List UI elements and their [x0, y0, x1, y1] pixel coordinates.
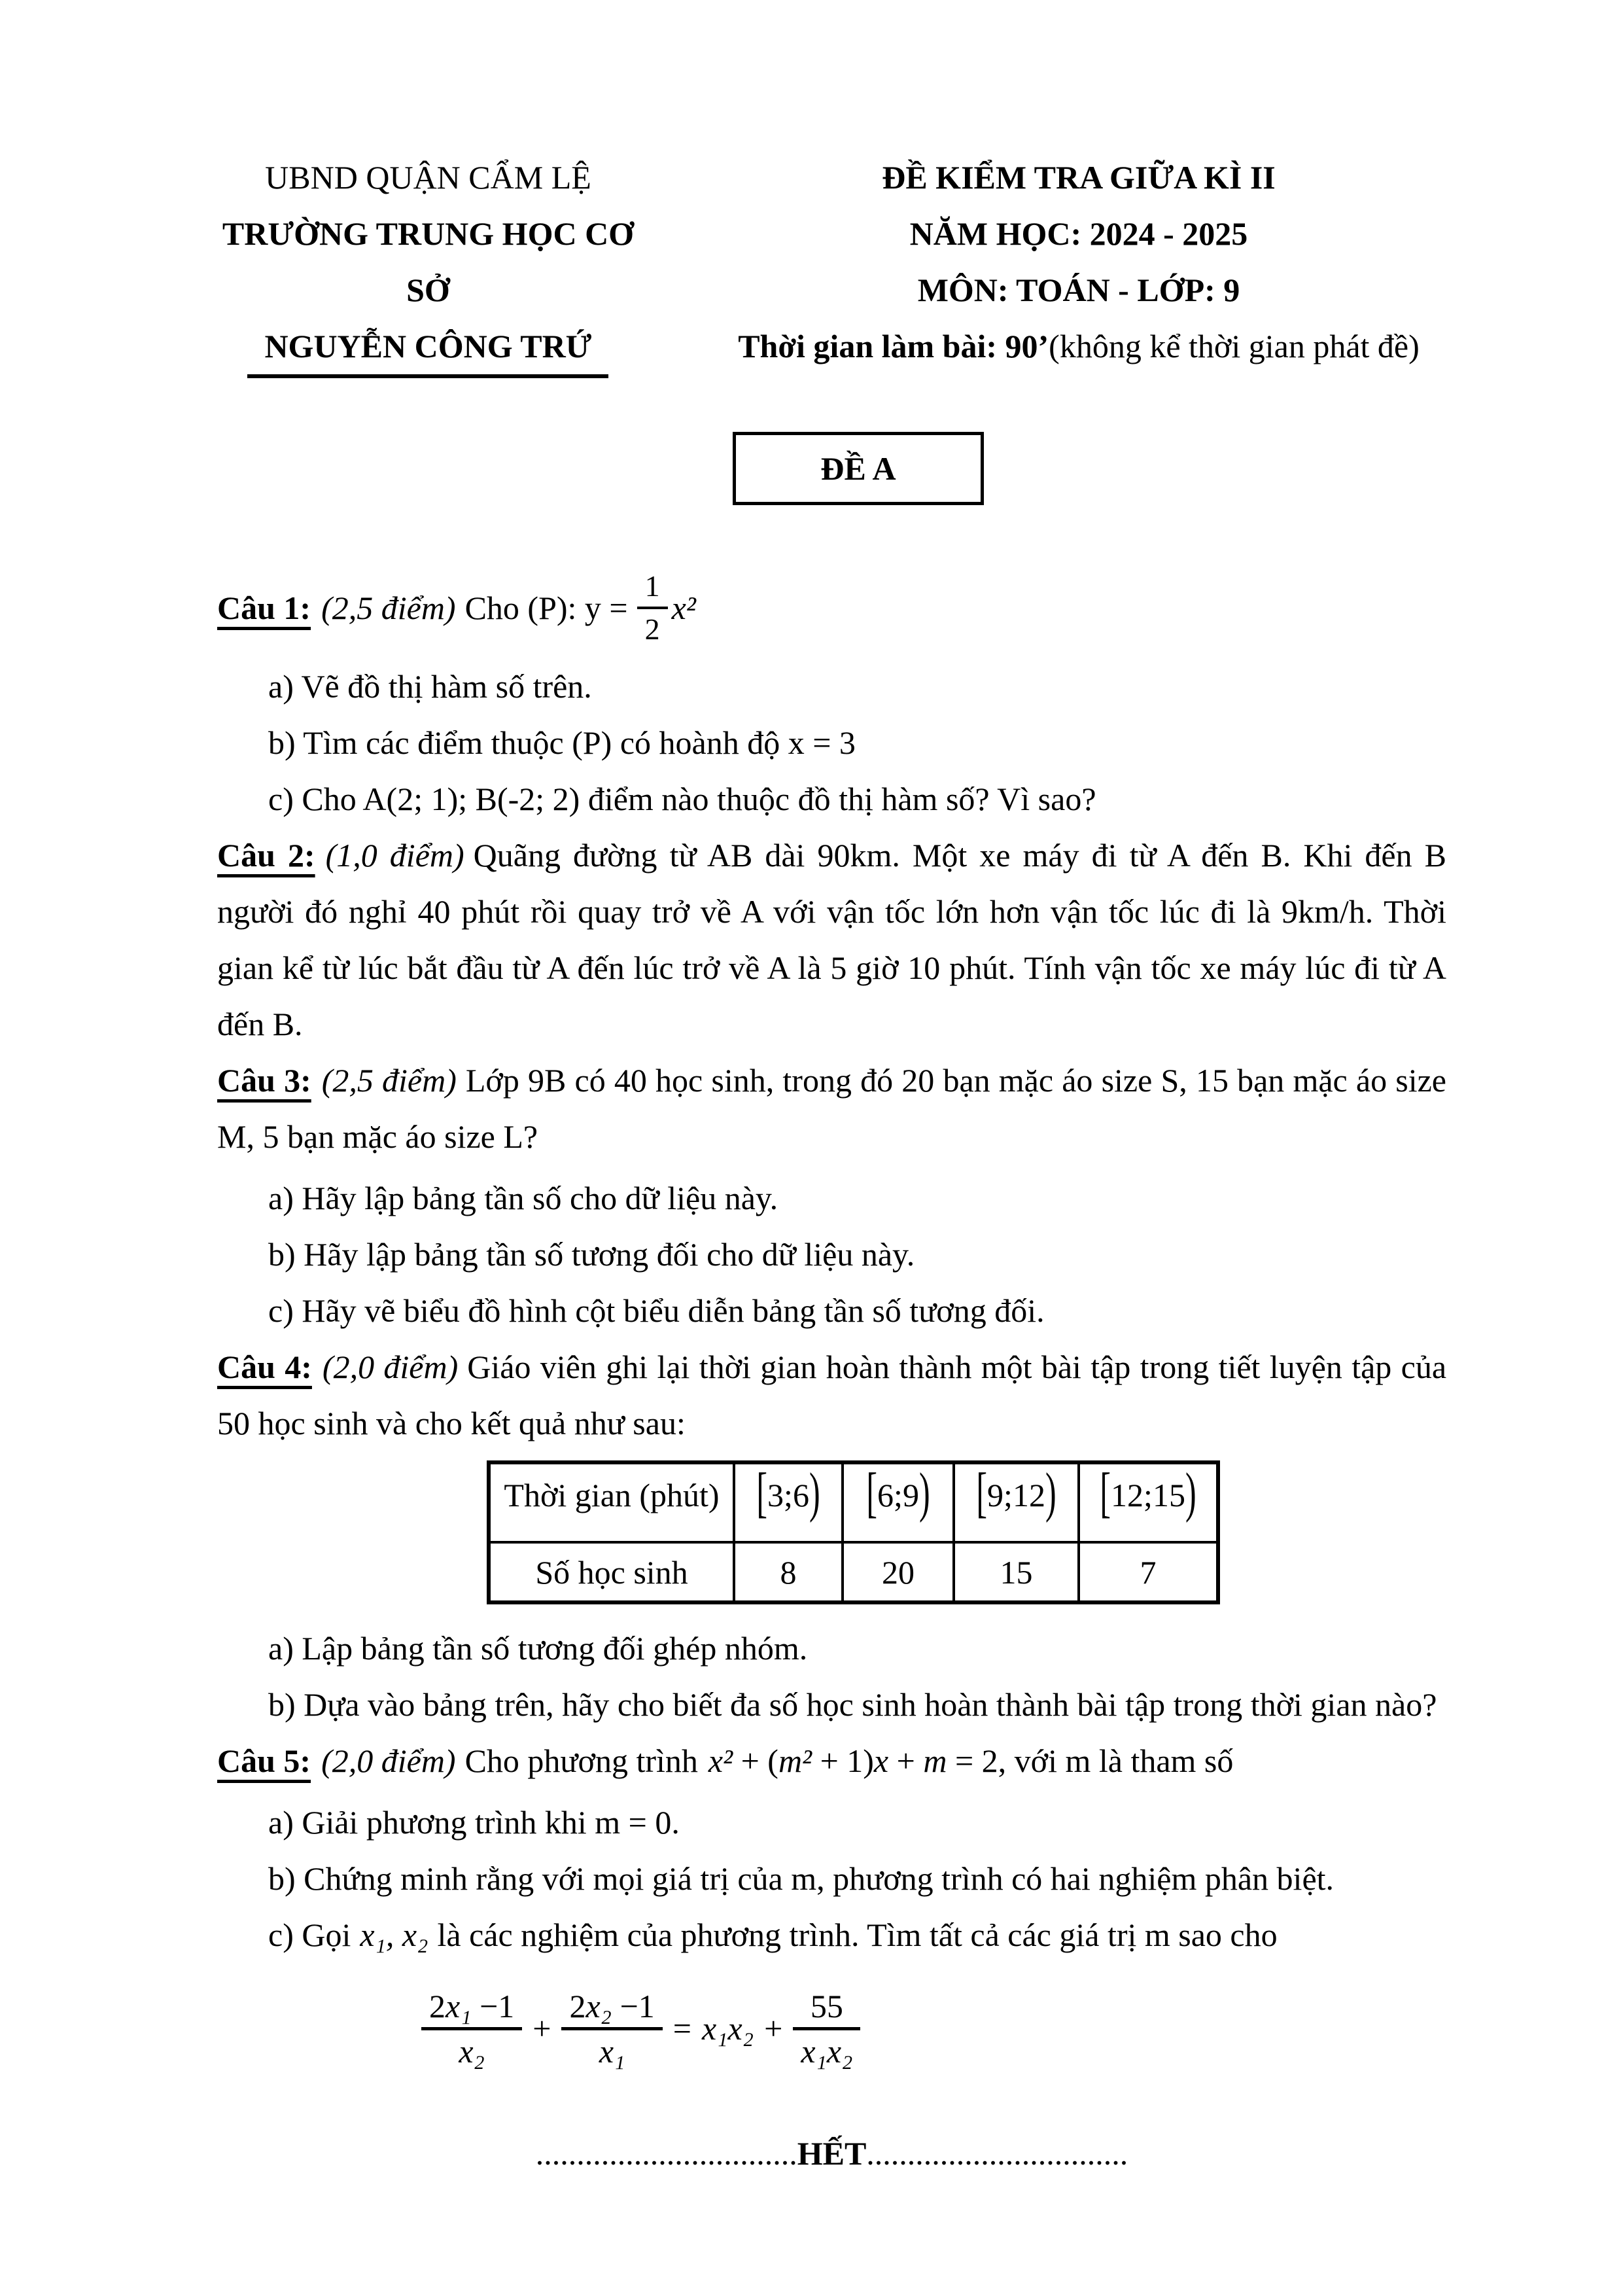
time-limit-note: (không kể thời gian phát đề) [1049, 328, 1420, 364]
bracket-close: ) [918, 1460, 930, 1523]
question-1-intro: Cho (P): y = [464, 590, 628, 626]
exam-title: ĐỀ KIỂM TRA GIỮA KÌ II [882, 159, 1276, 196]
org-name: UBND QUẬN CẨM LỆ [265, 159, 591, 196]
bracket-close: ) [1185, 1460, 1196, 1523]
question-3-item-c: c) Hãy vẽ biểu đồ hình cột biểu diễn bảng tần số tương đối. [268, 1292, 1045, 1329]
fraction-term-1 [421, 1985, 522, 2072]
question-3-points: (2,5 điểm) [321, 1062, 457, 1099]
question-1-stem [217, 564, 1446, 652]
product-term: x₁x₂ [701, 2010, 754, 2047]
coef: 2 [569, 1987, 586, 2024]
question-3-item-b: b) Hãy lập bảng tần số tương đối cho dữ liệu này. [268, 1236, 915, 1273]
fraction-term-3 [793, 1985, 860, 2072]
table-value-row [489, 1542, 1218, 1602]
constant: −1 [612, 1987, 655, 2024]
question-5-intro-tail: , với m là tham số [998, 1742, 1234, 1779]
variable: x₂ [585, 1987, 612, 2024]
equation-term: m [923, 1742, 947, 1779]
plus-operator: + [764, 2010, 783, 2047]
table-count-2: 20 [843, 1542, 954, 1602]
question-4-stem [217, 1339, 1446, 1451]
item-c-pre: c) Gọi [268, 1916, 351, 1953]
table-interval-1 [734, 1462, 843, 1542]
coef: 2 [429, 1987, 445, 2024]
question-2-label: Câu 2: [217, 837, 315, 874]
question-4-item-b: b) Dựa vào bảng trên, hãy cho biết đa số học sinh hoàn thành bài tập trong thời gian nào? [268, 1686, 1437, 1723]
school-name: NGUYỄN CÔNG TRỨ [247, 318, 608, 378]
school-type: TRƯỜNG TRUNG HỌC CƠ SỞ [222, 215, 635, 308]
question-4-text: Giáo viên ghi lại thời gian hoàn thành một bài tập trong tiết luyện tập của 50 học sinh và cho kết quả như sau: [217, 1349, 1447, 1441]
table-count-4: 7 [1079, 1542, 1218, 1602]
question-3-stem [217, 1052, 1446, 1165]
question-1 [217, 564, 1446, 827]
question-1-item-a: a) Vẽ đồ thị hàm số trên. [268, 668, 592, 705]
plus-operator: + [532, 2010, 551, 2047]
school-year: NĂM HỌC: 2024 - 2025 [909, 215, 1248, 252]
table-interval-3 [954, 1462, 1079, 1542]
question-1-x-squared: x² [671, 590, 696, 626]
bracket-close: ) [1045, 1460, 1056, 1523]
exam-code-box [733, 432, 984, 505]
bracket-open: [ [756, 1460, 768, 1523]
item-c-roots: x₁, x₂ [360, 1916, 428, 1953]
interval-body: 3;6 [767, 1476, 809, 1513]
table-header-row [489, 1462, 1218, 1542]
fraction-denominator: x₁ [599, 2032, 625, 2070]
equation-term: + 1) [812, 1742, 874, 1779]
dots-left: ................................ [535, 2135, 797, 2172]
frequency-table [487, 1460, 1220, 1604]
question-5-item-c [268, 1907, 1446, 1963]
question-4-item-a: a) Lập bảng tần số tương đối ghép nhóm. [268, 1630, 808, 1667]
equation-term: + [888, 1742, 924, 1779]
question-5-formula [421, 1983, 1446, 2074]
table-interval-4 [1079, 1462, 1218, 1542]
interval-body: 9;12 [987, 1476, 1045, 1513]
bracket-open: [ [976, 1460, 988, 1523]
question-2-text: Quãng đường từ AB dài 90km. Một xe máy đi từ A đến B. Khi đến B người đó nghỉ 40 phút rồi quay trở về A với vận tốc lớn hơn vận tốc lúc đi là 9km/h. Thời gian kể từ lúc bắt đầu từ A đến lúc trở về A là 5 giờ 10 phút. Tính vận tốc xe máy lúc đi từ A đến B. [217, 837, 1446, 1042]
constant: −1 [471, 1987, 515, 2024]
question-1-points: (2,5 điểm) [321, 590, 456, 626]
fraction-numerator [421, 1985, 522, 2030]
end-label: HẾT [797, 2135, 867, 2172]
question-5-label: Câu 5: [217, 1742, 311, 1779]
question-5-points: (2,0 điểm) [321, 1742, 456, 1779]
question-5-intro: Cho phương trình [464, 1742, 698, 1779]
fraction-denominator: 2 [644, 612, 660, 646]
table-count-3: 15 [954, 1542, 1079, 1602]
fraction-numerator: 1 [637, 566, 668, 609]
equation-term: m² [778, 1742, 812, 1779]
time-limit [711, 318, 1446, 374]
fraction-denominator: x₁x₂ [801, 2032, 853, 2070]
question-1-item-b: b) Tìm các điểm thuộc (P) có hoành độ x = 3 [268, 724, 856, 761]
interval-body: 12;15 [1111, 1476, 1185, 1513]
equation-term: + ( [733, 1742, 778, 1779]
bracket-close: ) [809, 1460, 820, 1523]
question-5-stem [217, 1733, 1446, 1789]
question-4-label: Câu 4: [217, 1349, 312, 1385]
question-3-item-a: a) Hãy lập bảng tần số cho dữ liệu này. [268, 1180, 778, 1216]
question-3 [217, 1052, 1446, 1339]
header-left [217, 149, 639, 378]
table-interval-2 [843, 1462, 954, 1542]
fraction-one-half [637, 566, 668, 650]
table-col1-header: Thời gian (phút) [489, 1462, 734, 1542]
fraction-denominator: x₂ [459, 2032, 485, 2070]
equation-term: = 2 [947, 1742, 998, 1779]
time-limit-bold: Thời gian làm bài: 90’ [738, 328, 1049, 364]
question-5-item-b: b) Chứng minh rằng với mọi giá trị của m, phương trình có hai nghiệm phân biệt. [268, 1860, 1335, 1897]
exam-code: ĐỀ A [820, 450, 896, 487]
question-5 [217, 1733, 1446, 2074]
fraction-numerator [561, 1985, 662, 2030]
interval-body: 6;9 [877, 1476, 919, 1513]
question-4-points: (2,0 điểm) [322, 1349, 459, 1385]
equation-term: x [873, 1742, 889, 1779]
fraction-numerator: 55 [793, 1985, 860, 2030]
question-2 [217, 827, 1446, 1052]
dots-right: ................................ [866, 2135, 1128, 2172]
header-right [711, 149, 1446, 378]
question-3-text: Lớp 9B có 40 học sinh, trong đó 20 bạn mặc áo size S, 15 bạn mặc áo size M, 5 bạn mặc áo size L? [217, 1062, 1446, 1155]
fraction-term-2 [561, 1985, 662, 2072]
item-c-post: là các nghiệm của phương trình. Tìm tất cả các giá trị m sao cho [437, 1916, 1278, 1953]
bracket-open: [ [1100, 1460, 1111, 1523]
end-of-exam-line [217, 2125, 1446, 2181]
question-3-label: Câu 3: [217, 1062, 311, 1099]
document-header [217, 149, 1446, 378]
question-5-item-a: a) Giải phương trình khi m = 0. [268, 1804, 680, 1841]
question-1-label: Câu 1: [217, 590, 311, 626]
equals-operator: = [672, 2010, 691, 2047]
equation-term: x² [708, 1742, 733, 1779]
variable: x₁ [445, 1987, 472, 2024]
table-count-1: 8 [734, 1542, 843, 1602]
question-2-points: (1,0 điểm) [325, 837, 464, 874]
question-1-item-c: c) Cho A(2; 1); B(-2; 2) điểm nào thuộc đồ thị hàm số? Vì sao? [268, 781, 1096, 817]
subject-grade: MÔN: TOÁN - LỚP: 9 [917, 272, 1240, 308]
table-row-label: Số học sinh [489, 1542, 734, 1602]
bracket-open: [ [866, 1460, 878, 1523]
question-4 [217, 1339, 1446, 1733]
